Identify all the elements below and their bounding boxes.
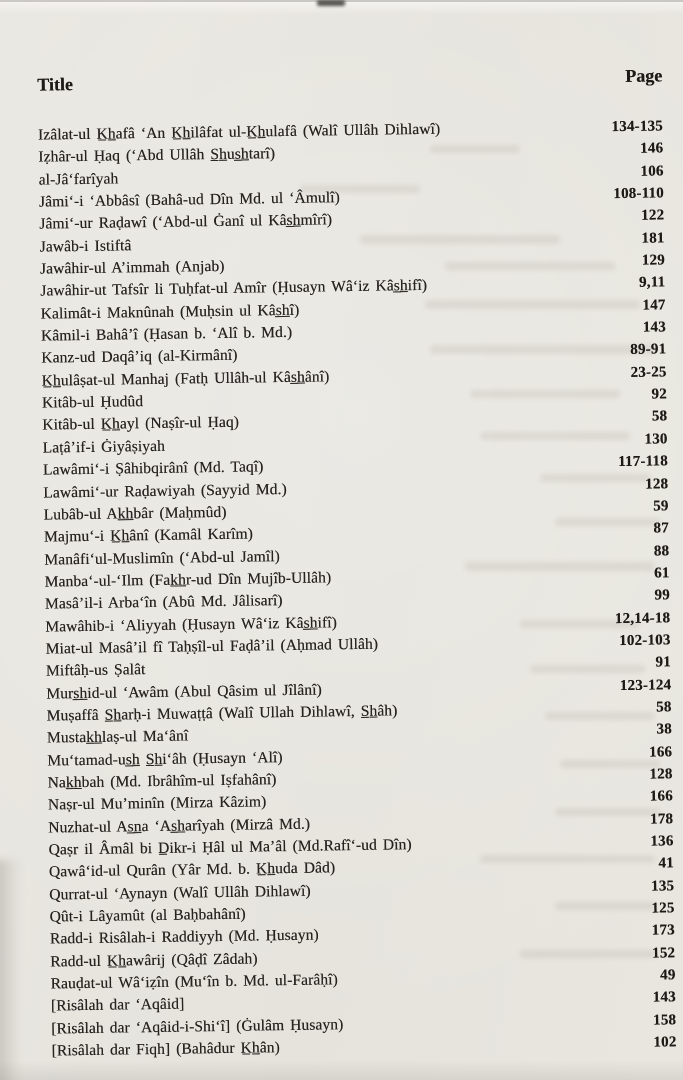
entry-title: Laṭâ’if-i Ġiyâṣiyah: [42, 437, 165, 457]
entry-title: Murs̲h̲id-ul ‘Awâm (Abul Qâsim ul Jîlânî): [46, 681, 322, 703]
entry-title: Qawâ‘id-ul Qurân (Yâr Md. b. K̲h̲uda Dâd): [48, 859, 336, 881]
entry-page: 59: [653, 498, 669, 515]
entry-title: K̲h̲ulâṣat-ul Manhaj (Fatḥ Ullâh-ul Kâs̲h̲ânî): [41, 368, 330, 390]
entry-title: Rauḍat-ul Wâ‘iẓîn (Mu‘în b. Md. ul-Farâḥî): [50, 971, 338, 993]
entry-page: 128: [649, 766, 673, 783]
entry-page: 92: [651, 386, 667, 403]
entry-page: 130: [644, 431, 668, 448]
entry-page: 123-124: [619, 676, 672, 694]
entry-page: 136: [650, 833, 674, 850]
entry-page: 99: [654, 587, 670, 604]
entry-title: Qurrat-ul ‘Aynayn (Walî Ullâh Dihlawî): [49, 882, 311, 904]
entry-title: [Risâlah dar ‘Aqâid]: [50, 995, 185, 1015]
entry-title: Miftâḥ-us Ṣalât: [45, 661, 146, 680]
entry-title: al-Jâ‘farîyah: [38, 170, 119, 189]
entry-title: Kitâb-ul Ḥudûd: [41, 393, 144, 412]
scan-gutter-shadow: [0, 860, 20, 1080]
index-list: [38, 117, 677, 1065]
entry-title: Qaṣr il Âmâl bi D̲ikr-i Ḥâl ul Ma’âl (Md.Rafî‘-ud Dîn): [48, 836, 412, 859]
entry-title: Nuzhat-ul As̲n̲a ‘As̲h̲arîyah (Mirzâ Md.): [48, 815, 311, 837]
entry-page: 38: [656, 721, 672, 738]
entry-title: Radd-i Risâlah-i Raddiyyh (Md. Ḥusayn): [49, 926, 319, 948]
entry-title: Lawâmi‘-i Ṣâhibqirânî (Md. Taqî): [42, 458, 264, 479]
entry-page: 125: [651, 900, 675, 917]
entry-page: 146: [640, 140, 664, 158]
entry-page: 158: [652, 1012, 677, 1029]
entry-title: Jâmi‘-i ‘Abbâsî (Bahâ-ud Dîn Md. ul ‘Âmulî): [38, 189, 340, 211]
entry-page: 58: [651, 408, 668, 426]
entry-title: Kâmil-i Bahâ’î (Ḥasan b. ‘Alî b. Md.): [40, 323, 293, 345]
entry-page: 134-135: [611, 118, 664, 136]
entry-title: Kalimât-i Maknûnah (Muḥsin ul Kâs̲h̲î): [40, 301, 300, 323]
entry-page: 143: [642, 319, 667, 336]
entry-title: [Risâlah dar ‘Aqâid-i-Shi‘î] (Ġulâm Ḥusayn): [51, 1015, 344, 1038]
entry-page: 122: [641, 207, 665, 225]
scan-artifact-top: [317, 0, 345, 6]
title-column-header: Title: [37, 74, 74, 95]
page-column-header: Page: [625, 65, 663, 86]
entry-title: Nak̲h̲bah (Md. Ibrâhîm-ul Iṣfahânî): [47, 771, 277, 792]
entry-page: 23-25: [630, 364, 667, 381]
entry-page: 106: [640, 163, 664, 180]
entry-title: Lawâmi‘-ur Raḍawiyah (Sayyid Md.): [43, 480, 287, 502]
entry-title: Jawâhir-ut Tafsîr li Tuḥfat-ul Amîr (Ḥusayn Wâ‘iz Kâs̲h̲ifî): [40, 277, 428, 301]
column-headers: [37, 63, 662, 96]
entry-page: 102: [653, 1034, 677, 1051]
entry-page: 9,11: [638, 274, 666, 292]
entry-title: Jâmi‘-ur Raḍawî (‘Abd-ul Ġanî ul Kâs̲h̲mîrî): [39, 211, 333, 233]
entry-page: 135: [650, 877, 675, 895]
entry-title: Qût-i Lâyamût (al Baḥbahânî): [49, 905, 246, 926]
entry-title: Lubâb-ul Ak̲h̲bâr (Maḥmûd): [43, 503, 227, 524]
entry-title: Masâ’il-i Arba‘în (Abû Md. Jâlisarî): [44, 592, 283, 613]
entry-title: Majmu‘-i K̲h̲ânî (Kamâl Karîm): [43, 525, 253, 546]
entry-page: 128: [644, 475, 669, 493]
entry-page: 166: [649, 788, 673, 805]
entry-page: 58: [655, 699, 672, 716]
entry-title: Iẓhâr-ul Ḥaq (‘Abd Ullâh S̲h̲us̲h̲tarî): [38, 145, 276, 166]
entry-page: 173: [651, 922, 675, 939]
entry-title: Mu‘tamad-us̲h̲ S̲h̲i‘âh (Ḥusayn ‘Alî): [47, 748, 283, 770]
entry-page: 143: [652, 989, 676, 1007]
index-content: [37, 63, 677, 1065]
entry-title: Izâlat-ul K̲h̲afâ ‘An K̲h̲ilâfat ul-K̲h̲ulafâ (Walî Ullâh Dihlawî): [37, 120, 441, 144]
entry-title: Mawâhib-i ‘Aliyyah (Ḥusayn Wâ‘iz Kâs̲h̲ifî): [45, 613, 337, 636]
entry-page: 61: [654, 565, 670, 582]
entry-page: 12,14-18: [614, 609, 671, 627]
entry-title: Naṣr-ul Mu’minîn (Mirza Kâzim): [47, 793, 267, 814]
entry-title: Manba‘-ul-‘Ilm (Fak̲h̲r-ud Dîn Mujîb-Ullâh): [44, 569, 332, 591]
entry-page: 87: [653, 520, 669, 537]
entry-page: 102-103: [619, 632, 671, 649]
entry-title: Kitâb-ul K̲h̲ayl (Naṣîr-ul Ḥaq): [42, 414, 240, 435]
entry-page: 152: [651, 944, 676, 962]
entry-page: 41: [658, 855, 674, 872]
entry-page: 88: [653, 542, 670, 560]
entry-page: 178: [649, 810, 674, 828]
entry-title: Miat-ul Masâ’il fî Taḥṣîl-ul Faḍâ’il (Aḥmad Ullâh): [45, 635, 379, 658]
entry-page: 117-118: [618, 453, 668, 471]
entry-page: 129: [641, 252, 666, 269]
entry-page: 49: [659, 967, 676, 984]
entry-title: [Risâlah dar Fiqh] (Bahâdur K̲h̲ân): [51, 1039, 280, 1060]
entry-page: 147: [642, 297, 666, 314]
entry-page: 91: [655, 654, 671, 671]
entry-page: 181: [641, 230, 665, 247]
entry-title: Kanz-ud Daqâ’iq (al-Kirmânî): [41, 347, 238, 368]
entry-title: Mustak̲h̲laṣ-ul Ma‘ânî: [46, 727, 189, 747]
entry-title: Manâfi‘ul-Muslimîn (‘Abd-ul Jamîl): [44, 547, 280, 569]
entry-page: 89-91: [630, 341, 667, 359]
entry-title: Radd-ul K̲h̲awârij (Qâḍî Zâdah): [50, 950, 258, 971]
entry-title: Muṣaffâ S̲h̲arḥ-i Muwaṭṭâ (Walî Ullah Dihlawî, S̲h̲âh): [46, 702, 398, 725]
entry-title: Jawâb-i Istiftâ: [39, 236, 132, 256]
entry-page: 108-110: [613, 185, 665, 203]
entry-title: Jawâhir-ul A’immah (Anjab): [39, 257, 225, 278]
entry-page: 166: [648, 743, 673, 761]
